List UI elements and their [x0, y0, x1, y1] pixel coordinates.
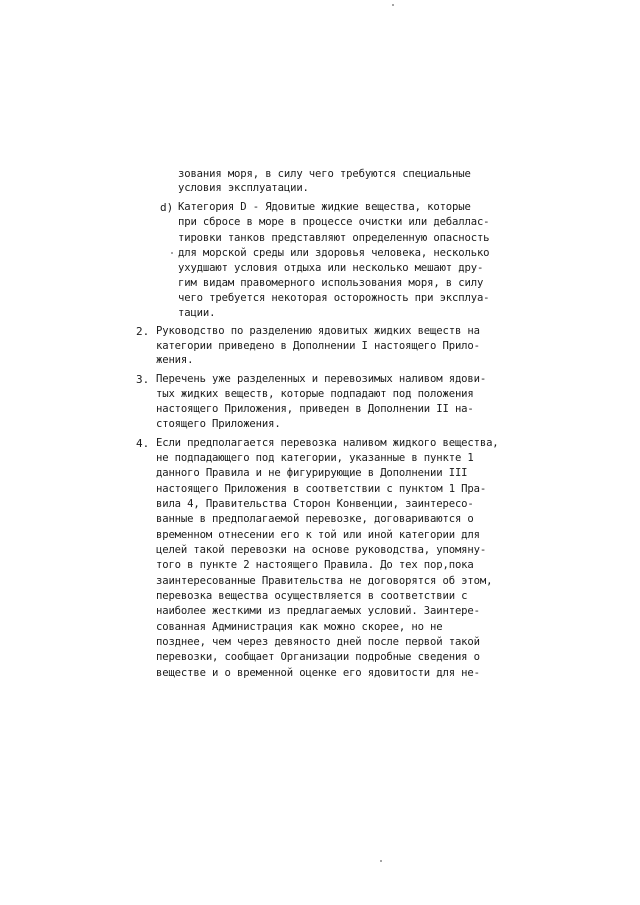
text-line: настоящего Приложения в соответствии с пунктом 1 Пра-: [156, 483, 487, 495]
text-line: категории приведено в Дополнении I настоящего Прило-: [156, 340, 480, 352]
scan-speck: [392, 4, 394, 6]
text-line: позднее, чем через девяносто дней после первой такой: [156, 636, 480, 648]
text-line: жения.: [156, 354, 194, 366]
text-line: ухудшают условия отдыха или несколько мешают дру-: [178, 262, 484, 274]
text-line: наиболее жесткими из предлагаемых условий. Заинтере-: [156, 605, 480, 617]
text-line: вила 4, Правительства Сторон Конвенции, заинтересо-: [156, 498, 474, 510]
text-line: Перечень уже разделенных и перевозимых наливом ядови-: [156, 373, 487, 385]
text-line: целей такой перевозки на основе руководства, упомяну-: [156, 544, 487, 556]
list-marker: 4.: [136, 437, 150, 450]
text-line: тых жидких веществ, которые подпадают под положения: [156, 388, 474, 400]
text-line: зования моря, в силу чего требуются специальные: [178, 168, 471, 180]
text-line: данного Правила и не фигурирующие в Дополнении III: [156, 467, 468, 479]
text-line: тации.: [178, 307, 216, 319]
text-line: веществе и о временной оценке его ядовитости для не-: [156, 667, 480, 679]
list-marker: 2.: [136, 325, 150, 338]
text-line: при сбросе в море в процессе очистки или дебаллас-: [178, 216, 490, 228]
text-line: Руководство по разделению ядовитых жидких веществ на: [156, 325, 480, 337]
list-marker: d): [160, 201, 174, 214]
text-line: сованная Администрация как можно скорее, но не: [156, 621, 443, 633]
scan-speck: [380, 860, 382, 862]
text-line: для морской среды или здоровья человека, несколько: [178, 247, 490, 259]
text-line: перевозки, сообщает Организации подробные сведения о: [156, 651, 480, 663]
text-line: не подпадающего под категории, указанные в пункте 1: [156, 452, 474, 464]
text-line: Если предполагается перевозка наливом жидкого вещества,: [156, 437, 499, 449]
text-line: Категория D - Ядовитые жидкие вещества, которые: [178, 201, 471, 213]
list-marker: 3.: [136, 373, 150, 386]
text-line: тировки танков представляют определенную опасность: [178, 232, 490, 244]
text-line: заинтересованные Правительства не договорятся об этом,: [156, 575, 493, 587]
text-line: настоящего Приложения, приведен в Дополнении II на-: [156, 403, 474, 415]
text-line: стоящего Приложения.: [156, 418, 281, 430]
text-line: гим видам правомерного использования моря, в силу: [178, 277, 484, 289]
text-line: условия эксплуатации.: [178, 182, 309, 194]
text-line: того в пункте 2 настоящего Правила. До тех пор,пока: [156, 559, 474, 571]
text-line: ванные в предполагаемой перевозке, договариваются о: [156, 513, 474, 525]
text-line: перевозка вещества осуществляется в соответствии с: [156, 590, 468, 602]
scan-speck: [171, 252, 173, 254]
text-line: чего требуется некоторая осторожность при эксплуа-: [178, 292, 490, 304]
text-line: временном отнесении его к той или иной категории для: [156, 529, 480, 541]
